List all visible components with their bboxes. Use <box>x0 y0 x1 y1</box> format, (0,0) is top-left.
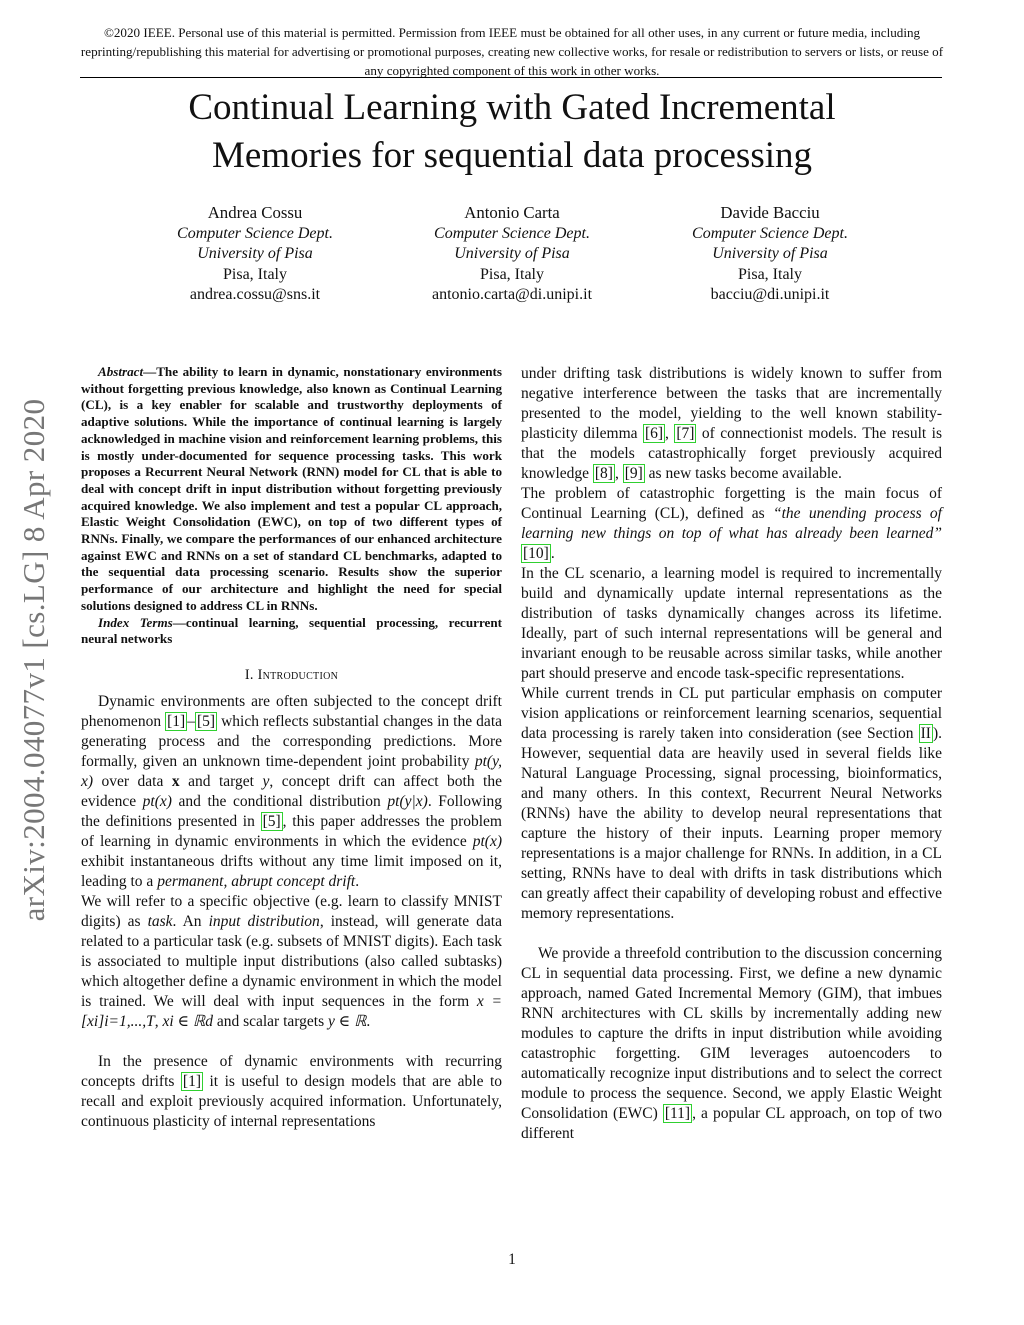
text-run: , <box>614 465 623 482</box>
author-email: bacciu@di.unipi.it <box>710 286 830 304</box>
math-expr: y ∈ ℝ <box>328 1012 367 1030</box>
left-column <box>81 364 502 1132</box>
paragraph <box>521 684 942 924</box>
text-run: In the presence of dynamic environments with recurring concepts drifts <box>81 1052 502 1090</box>
emphasis: input distribution <box>208 912 320 930</box>
emphasis: permanent, abrupt concept drift <box>157 872 356 890</box>
math-expr: x <box>171 772 180 790</box>
citation-link[interactable]: [1] <box>167 712 186 730</box>
text-run: and scalar targets <box>212 1012 329 1030</box>
author-block-1 <box>125 203 385 306</box>
citation-link[interactable]: [10] <box>523 545 549 562</box>
author-name: Andrea Cossu <box>207 203 303 222</box>
text-run: We will refer to a specific objective (e.g. learn to classify MNIST digits) as <box>81 892 502 930</box>
text-run: The problem of catastrophic forgetting is the main focus of Continual Learning (CL), defined as <box>521 485 942 522</box>
abstract-text: The ability to learn in dynamic, nonstationary environments without forgetting previous knowledge, also known as Continual Learning (CL), is a key enabler for scalable and trustworthy deployments of adaptive solutions. While the importance of continual learning is largely acknowledged in machine vision and reinforcement learning problems, this is mostly under-documented for sequence processing tasks. This work proposes a Recurrent Neural Network (RNN) model for CL that is able to deal with concept drift in input distribution without forgetting previously acquired knowledge. We also implement and test a popular CL approach, Elastic Weight Consolidation (EWC), on top of two different types of RNNs. Finally, we compare the performances of our enhanced architecture against EWC and RNNs on a set of standard CL benchmarks, adapted to the sequential data processing scenario. Results show the superior performance of our architecture and highlight the need for special solutions designed to address CL in RNNs. <box>81 364 502 613</box>
paragraph <box>81 1052 502 1132</box>
author-city: Pisa, Italy <box>738 265 802 283</box>
paragraph-gap <box>81 1032 502 1052</box>
notice-divider <box>80 77 942 78</box>
text-run: ). However, sequential data are heavily used in several fields like Natural Language Processing, signal processing, bioinformatics, and many others. In this context, Recurrent Neural Networks (RNNs) have the ability to develop neural representations that capture the history of their inputs. Learning proper memory representations is a major challenge for RNNs. In addition, in a CL setting, RNNs have to deal with drifts in task distributions which can greatly affect their capability of developing robust and effective memory representations. <box>521 725 942 922</box>
paragraph <box>81 892 502 1032</box>
author-name: Davide Bacciu <box>720 203 820 222</box>
right-column <box>521 364 942 1144</box>
author-email: andrea.cossu@sns.it <box>189 286 321 304</box>
math-expr: xi ∈ ℝd <box>162 1012 213 1030</box>
author-block-3 <box>640 203 900 306</box>
title-line-1: Continual Learning with Gated Incremental <box>188 87 836 128</box>
author-city: Pisa, Italy <box>223 265 287 283</box>
citation-link[interactable]: [1] <box>182 1072 201 1090</box>
quote: “the unending process of learning new things on top of what has already been learned” <box>521 505 942 542</box>
index-terms-label: Index Terms <box>98 614 173 630</box>
math-expr: x = [xi]i=1,...,T <box>81 992 502 1030</box>
author-name: Antonio Carta <box>464 203 560 222</box>
paragraph <box>521 484 942 564</box>
author-city: Pisa, Italy <box>480 265 544 283</box>
paragraph <box>521 364 942 484</box>
text-run: , this paper addresses the problem of learning in dynamic environments in which the evidence <box>81 812 502 850</box>
text-run: , <box>154 1012 163 1030</box>
text-run: . Following the definitions presented in <box>81 792 503 830</box>
citation-link[interactable]: [5] <box>262 812 281 830</box>
text-run: – <box>187 712 195 730</box>
copyright-notice: ©2020 IEEE. Personal use of this material is permitted. Permission from IEEE must be obtained for all other uses, in any current or future media, including reprinting/republishing this material for advertising or promotional purposes, creating new collective works, for resale or redistribution to servers or lists, or reuse of any copyrighted component of this work in other works. <box>80 25 944 78</box>
text-run: , concept drift can affect both the evidence <box>81 772 502 810</box>
section-link[interactable]: II <box>920 725 931 742</box>
title-line-2: Memories for sequential data processing <box>211 135 813 176</box>
text-run: and the conditional distribution <box>171 792 388 810</box>
text-run: which reflects substantial changes in the data generating process and the corresponding predictions. More formally, given an unknown time-dependent joint probability <box>81 712 502 770</box>
author-email: antonio.carta@di.unipi.it <box>431 286 593 304</box>
text-run: over data <box>93 772 172 790</box>
citation-link[interactable]: [6] <box>644 425 664 442</box>
paragraph-gap <box>521 924 942 944</box>
author-univ: University of Pisa <box>197 245 313 263</box>
paragraph: In the CL scenario, a learning model is required to incrementally build and dynamically update internal representations as the distribution of tasks dynamically changes across its lifetime. Ideally, part of such internal representations will be general and invariant enough to be reusable across similar tasks, while another part should preserve and encode task-specific representations. <box>521 565 942 682</box>
arxiv-id: arXiv:2004.04077v1 [cs.LG] 8 Apr 2020 <box>16 398 51 922</box>
text-run: and target <box>179 772 263 790</box>
index-terms-text: continual learning, sequential processing, recurrent neural networks <box>81 614 502 647</box>
text-run: as new tasks become available. <box>644 465 842 482</box>
text-run: While current trends in CL put particular emphasis on computer vision applications or reinforcement learning scenarios, sequential data processing is rarely taken into consideration (see Section <box>521 685 942 742</box>
text-run: . <box>550 545 555 562</box>
abstract: Abstract—The ability to learn in dynamic, nonstationary environments without forgetting previous knowledge, also known as Continual Learning (CL), is a key enabler for scalable and trustworthy deployments of adaptive solutions. While the importance of continual learning is largely acknowledged in machine vision and reinforcement learning problems, this is mostly under-documented for sequence processing tasks. This work proposes a Recurrent Neural Network (RNN) model for CL that is able to deal with concept drift in input distribution without forgetting previously acquired knowledge. We also implement and test a popular CL approach, Elastic Weight Consolidation (EWC), on top of two different types of RNNs. Finally, we compare the performances of our enhanced architecture against EWC and RNNs on a set of standard CL benchmarks, adapted to the sequential data processing scenario. Results show the superior performance of our architecture and highlight the need for special solutions designed to address CL in RNNs. <box>81 364 502 613</box>
text-run: exhibit instantaneous drifts without any time limit imposed on it, leading to a <box>81 852 502 890</box>
text-run: . <box>355 872 360 890</box>
math-expr: pt(x) <box>142 792 172 810</box>
author-dept: Computer Science Dept. <box>434 224 590 242</box>
text-run: . An <box>172 912 209 930</box>
section-number: I. <box>244 666 254 683</box>
paper-title <box>60 84 964 180</box>
text-run: , a popular CL approach, on top of two different <box>521 1105 942 1142</box>
index-terms: Index Terms—continual learning, sequential processing, recurrent neural networks <box>81 614 502 647</box>
section-heading <box>81 667 502 684</box>
text-run: . <box>366 1012 371 1030</box>
text-run: under drifting task distributions is widely known to suffer from negative interference between the tasks that are incrementally presented to the model, yielding to the well known stability-plasticity dilemma <box>521 365 942 442</box>
citation-link[interactable]: [11] <box>664 1105 691 1122</box>
math-expr: pt(x) <box>472 832 502 850</box>
text-run: , <box>665 425 675 442</box>
page-number: 1 <box>508 1251 516 1268</box>
paragraph <box>81 692 502 892</box>
paragraph <box>521 944 942 1144</box>
author-dept: Computer Science Dept. <box>177 224 333 242</box>
text-run: Dynamic environments are often subjected to the concept drift phenomenon <box>81 692 502 730</box>
citation-link[interactable]: [9] <box>624 465 643 482</box>
citation-link[interactable]: [8] <box>594 465 613 482</box>
text-run: of connectionist models. The result is that the models catastrophically forget previously acquired knowledge <box>521 425 942 482</box>
text-run: , instead, will generate data related to a particular task (e.g. subsets of MNIST digits). Each task is associated to multiple input distributions (also called subtasks) which altogether define a dynamic environment in which the model is trained. We will deal with input sequences in the form <box>81 912 502 1010</box>
author-block-2 <box>382 203 642 306</box>
math-expr: pt(y|x) <box>387 792 428 810</box>
author-univ: University of Pisa <box>712 245 828 263</box>
text-run: We provide a threefold contribution to the discussion concerning CL in sequential data processing. First, we define a new dynamic approach, named Gated Incremental Memory (GIM), that imbues RNN architectures with CL skills by incrementally adding new modules to capture the drifts in input distribution while avoiding catastrophic forgetting. GIM leverages autoencoders to automatically recognize input distributions and to select the correct module to process the sequence. Second, we apply Elastic Weight Consolidation (EWC) <box>521 945 942 1122</box>
math-expr: pt(y, x) <box>81 752 502 790</box>
citation-link[interactable]: [5] <box>196 712 216 730</box>
text-run: it is useful to design models that are able to recall and exploit previously acquired information. Unfortunately, continuous plasticity of internal representations <box>81 1072 502 1130</box>
math-expr: y <box>262 772 270 790</box>
arxiv-sidebar <box>8 355 60 965</box>
emphasis: task <box>147 912 173 930</box>
section-title: Introduction <box>257 666 339 683</box>
citation-link[interactable]: [7] <box>676 425 695 442</box>
author-univ: University of Pisa <box>454 245 570 263</box>
abstract-label: Abstract <box>98 364 144 379</box>
author-dept: Computer Science Dept. <box>692 224 848 242</box>
